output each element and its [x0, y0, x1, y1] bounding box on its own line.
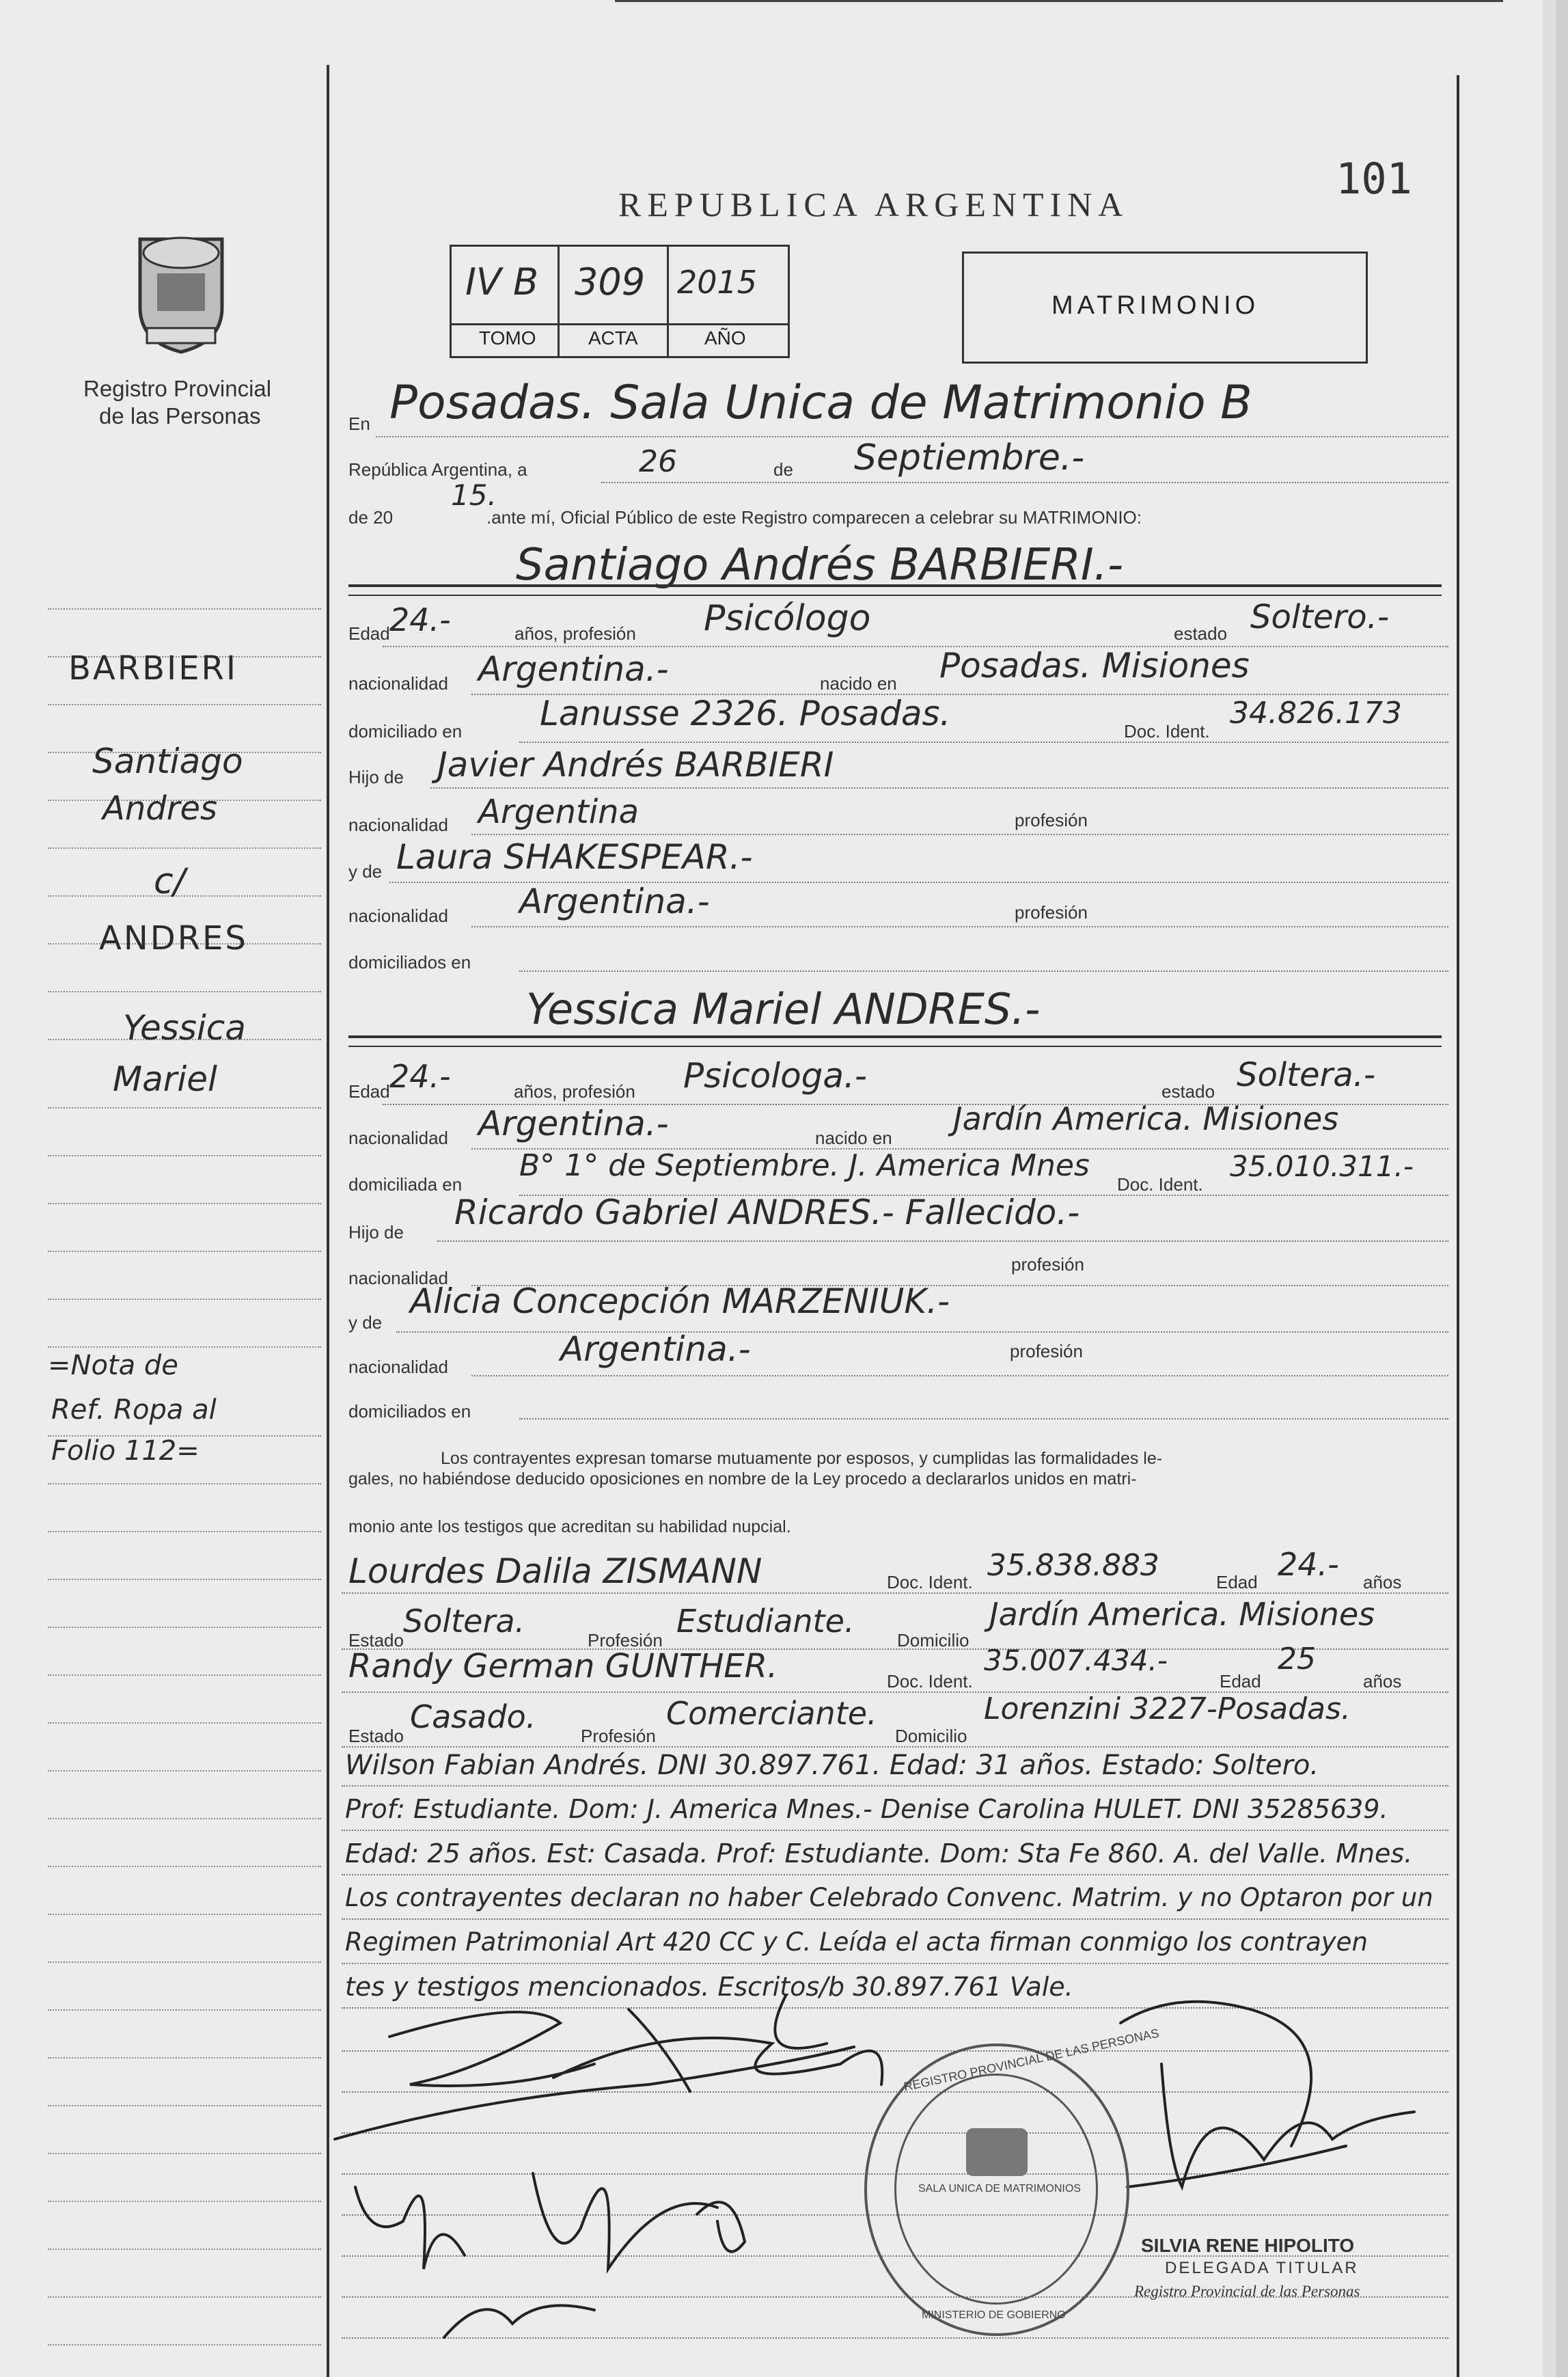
note-line-4: Los contrayentes declaran no haber Celebrado Convenc. Matrim. y no Optaron por un: [345, 1883, 1433, 1912]
margin-ref1: =Nota de: [48, 1350, 178, 1381]
groom-nac-madre-label: nacionalidad: [348, 906, 449, 926]
groom-nacionalidad: Argentina.-: [478, 649, 669, 689]
official-seal-bottom-text: MINISTERIO DE GOBIERNO: [922, 2309, 1066, 2321]
witness1-doc-label: Doc. Ident.: [887, 1572, 973, 1592]
witness2-doc: 35.007.434.-: [984, 1644, 1168, 1677]
groom-hijo-label: Hijo de: [348, 767, 404, 787]
groom-nacionalidad-label: nacionalidad: [348, 673, 449, 694]
margin-rule: [48, 1531, 321, 1532]
right-border-line: [1457, 75, 1459, 2377]
note-line-5: Regimen Patrimonial Art 420 CC y C. Leída el acta firman conmigo los contrayen: [345, 1927, 1368, 1957]
doc-type-box: [962, 252, 1368, 364]
note-line-2: Prof: Estudiante. Dom: J. America Mnes.- Denise Carolina HULET. DNI 35285639.: [345, 1794, 1388, 1824]
groom-dom-line: [519, 742, 1448, 743]
margin-rule: [48, 1627, 321, 1628]
groom-doc: 34.826.173: [1230, 696, 1402, 731]
witness2-prof-label: Profesión: [581, 1726, 656, 1746]
year-suffix: 15.: [451, 478, 497, 512]
witness2-doc-label: Doc. Ident.: [887, 1671, 973, 1692]
bride-domicilio: B° 1° de Septiembre. J. America Mnes: [519, 1148, 1090, 1183]
acta-label: ACTA: [588, 327, 638, 349]
bride-nac-madre-line: [471, 1375, 1448, 1376]
margin-rule: [48, 2009, 321, 2011]
bride-prof-padre-label: profesión: [1011, 1254, 1084, 1275]
margin-rule: [48, 1770, 321, 1771]
bride-name: Yessica Mariel ANDRES.-: [526, 984, 1041, 1034]
note-rule-2: [342, 1830, 1448, 1831]
note-rule-3: [342, 1874, 1448, 1875]
margin-conj: c/: [154, 861, 186, 902]
margin-rule: [48, 1251, 321, 1252]
witness2-anos-label: años: [1363, 1671, 1402, 1692]
margin-rule: [48, 1155, 321, 1156]
de-label: de: [773, 459, 793, 480]
margin-rule: [48, 1914, 321, 1915]
country-title: REPUBLICA ARGENTINA: [618, 185, 1129, 223]
groom-nac-padre: Argentina: [478, 793, 639, 831]
witness2-name: Randy German GUNTHER.: [348, 1647, 778, 1685]
en-label: En: [348, 413, 370, 434]
groom-profesion: Psicólogo: [704, 598, 871, 639]
bride-madre-line: [396, 1331, 1448, 1333]
registry-name-line2: de las Personas: [99, 403, 261, 429]
margin-rule: [48, 1818, 321, 1819]
margin-surname2: ANDRES: [99, 919, 248, 957]
groom-edad-label: Edad: [348, 623, 390, 644]
groom-nac-madre-line: [471, 926, 1448, 927]
witness1-prof-label: Profesión: [588, 1630, 663, 1651]
year-prefix: de 20: [348, 507, 394, 528]
declaration-line1: Los contrayentes expresan tomarse mutuamente por esposos, y cumplidas las formalidades le-: [441, 1449, 1163, 1468]
groom-name-rule-2: [348, 595, 1442, 596]
bride-anos-prof-label: años, profesión: [514, 1081, 635, 1102]
bride-name-rule-2: [348, 1046, 1442, 1047]
bride-domiciliados-line: [519, 1418, 1448, 1420]
bride-nacido-label: nacido en: [815, 1128, 892, 1148]
month-value: Septiembre.-: [854, 437, 1085, 478]
margin-rule: [48, 2344, 321, 2346]
margin-rule: [48, 1346, 321, 1348]
margin-rule: [48, 1674, 321, 1676]
margin-rule: [48, 1579, 321, 1580]
groom-prof-padre-label: profesión: [1015, 810, 1088, 830]
witness1-doc: 35.838.883: [987, 1548, 1159, 1583]
note-rule-5: [342, 1963, 1448, 1964]
margin-given1a: Santiago: [92, 742, 243, 781]
groom-anos-prof-label: años, profesión: [514, 623, 636, 644]
margin-given2a: Yessica: [123, 1008, 246, 1048]
registry-name-line1: Registro Provincial: [83, 376, 272, 401]
declaration-line3: monio ante los testigos que acreditan su habilidad nupcial.: [348, 1517, 791, 1536]
groom-madre: Laura SHAKESPEAR.-: [396, 837, 753, 877]
bride-domiciliados-label: domiciliados en: [348, 1401, 471, 1422]
bride-doc-label: Doc. Ident.: [1117, 1174, 1203, 1195]
bride-nac-madre-label: nacionalidad: [348, 1357, 449, 1377]
groom-nac-padre-line: [471, 834, 1448, 835]
witness2-estado: Casado.: [410, 1698, 536, 1735]
declaration-line2: gales, no habiéndose deducido oposiciones en nombre de la Ley procedo a declararlos unidos en matri-: [348, 1469, 1137, 1489]
bride-nacido: Jardín America. Misiones: [953, 1100, 1339, 1137]
witness2-domicilio: Lorenzini 3227-Posadas.: [984, 1692, 1351, 1726]
margin-ref2: Ref. Ropa al: [51, 1394, 217, 1426]
groom-domiciliados-line: [519, 970, 1448, 972]
bride-nac-madre: Argentina.-: [560, 1329, 751, 1369]
witness1-dom-label: Domicilio: [897, 1630, 969, 1651]
note-line-1: Wilson Fabian Andrés. DNI 30.897.761. Edad: 31 años. Estado: Soltero.: [345, 1750, 1319, 1781]
bride-nacionalidad-label: nacionalidad: [348, 1128, 449, 1148]
official-seal-inner-text: SALA UNICA DE MATRIMONIOS: [918, 2183, 1081, 2195]
witness1-name: Lourdes Dalila ZISMANN: [348, 1551, 762, 1591]
witness1-profesion: Estudiante.: [676, 1603, 855, 1640]
groom-nacido: Posadas. Misiones: [939, 646, 1250, 685]
bride-padre: Ricardo Gabriel ANDRES.- Fallecido.-: [454, 1193, 1080, 1232]
bride-name-rule-1: [348, 1035, 1442, 1038]
margin-rule: [48, 991, 321, 992]
record-number-table: [450, 245, 790, 358]
official-seal: [864, 2026, 1161, 2336]
groom-estado: Soltero.-: [1250, 598, 1390, 636]
acta-value: 309: [575, 260, 646, 303]
page-number: 101: [1336, 154, 1412, 204]
margin-rule: [48, 1483, 321, 1484]
bride-estado: Soltera.-: [1237, 1056, 1376, 1094]
ano-label: AÑO: [704, 327, 746, 349]
official-name: SILVIA RENE HIPOLITO: [1141, 2235, 1355, 2256]
bride-edad: 24.-: [389, 1058, 451, 1095]
margin-rule: [48, 847, 321, 849]
groom-doc-label: Doc. Ident.: [1124, 721, 1210, 742]
margin-rule: [48, 1722, 321, 1724]
groom-nac-madre: Argentina.-: [519, 882, 710, 921]
bride-estado-label: estado: [1161, 1081, 1215, 1102]
witness2-dom-label: Domicilio: [895, 1726, 967, 1746]
groom-nacido-label: nacido en: [820, 673, 897, 694]
bride-prof-madre-label: profesión: [1010, 1341, 1083, 1361]
margin-rule: [48, 2153, 321, 2154]
groom-name-rule-1: [348, 584, 1442, 587]
witness2-estado-label: Estado: [348, 1726, 404, 1746]
margin-rule: [48, 2201, 321, 2202]
margin-given1b: Andres: [102, 789, 217, 828]
margin-given2b: Mariel: [113, 1059, 217, 1099]
margin-ref3: Folio 112=: [51, 1435, 200, 1467]
official-office: Registro Provincial de las Personas: [1134, 2283, 1360, 2300]
bride-nacionalidad: Argentina.-: [478, 1104, 669, 1143]
ano-value: 2015: [677, 264, 758, 301]
bride-hijo-label: Hijo de: [348, 1222, 404, 1242]
bride-domicilio-label: domiciliada en: [348, 1174, 463, 1195]
margin-surname1: BARBIERI: [68, 649, 238, 688]
groom-name: Santiago Andrés BARBIERI.-: [516, 540, 1124, 590]
note-rule-4: [342, 1918, 1448, 1920]
bride-edad-label: Edad: [348, 1081, 390, 1102]
groom-hijo-line: [430, 787, 1448, 789]
place-value: Posadas. Sala Unica de Matrimonio B: [389, 376, 1252, 430]
groom-yde-label: y de: [348, 861, 383, 882]
groom-padre: Javier Andrés BARBIERI: [437, 745, 834, 785]
margin-rule: [48, 2249, 321, 2250]
margin-rule: [48, 704, 321, 705]
groom-domicilio-label: domiciliado en: [348, 721, 463, 742]
note-rule-1: [342, 1785, 1448, 1787]
margin-rule: [48, 1961, 321, 1963]
note-line-3: Edad: 25 años. Est: Casada. Prof: Estudiante. Dom: Sta Fe 860. A. del Valle. Mnes.: [345, 1838, 1413, 1869]
margin-rule: [48, 2105, 321, 2106]
top-edge-line: [615, 0, 1503, 2]
bride-yde-label: y de: [348, 1312, 383, 1333]
groom-domiciliados-label: domiciliados en: [348, 952, 471, 973]
witness2-edad-label: Edad: [1220, 1671, 1261, 1692]
groom-edad-line: [383, 646, 1448, 647]
margin-rule: [48, 2296, 321, 2298]
margin-rule: [48, 1866, 321, 1867]
registry-logo: [126, 226, 236, 355]
groom-estado-label: estado: [1174, 623, 1228, 644]
witness1-estado: Soltera.: [403, 1603, 525, 1640]
republica-label: República Argentina, a: [348, 459, 527, 480]
intro-statement: .ante mí, Oficial Público de este Registro comparecen a celebrar su MATRIMONIO:: [486, 507, 1142, 528]
witness2-profesion: Comerciante.: [666, 1695, 877, 1732]
note-line-6: tes y testigos mencionados. Escritos/b 30.897.761 Vale.: [345, 1972, 1073, 2002]
groom-prof-madre-label: profesión: [1015, 902, 1088, 923]
witness1-edad: 24.-: [1278, 1546, 1339, 1583]
margin-rule: [48, 1107, 321, 1109]
bride-doc: 35.010.311.-: [1230, 1150, 1414, 1183]
day-value: 26: [639, 444, 677, 479]
doc-type-label: MATRIMONIO: [1051, 291, 1260, 320]
date-line: [601, 482, 1448, 483]
groom-edad: 24.-: [389, 601, 451, 638]
margin-rule: [48, 608, 321, 610]
witness1-name-line: [342, 1592, 1448, 1594]
official-seal-crest-icon: [966, 2128, 1028, 2176]
groom-nac-padre-label: nacionalidad: [348, 815, 449, 835]
tomo-value: IV B: [465, 260, 539, 303]
witness1-estado-label: Estado: [348, 1630, 404, 1651]
witness1-anos-label: años: [1363, 1572, 1402, 1592]
bride-profesion: Psicologa.-: [683, 1056, 867, 1096]
tomo-label: TOMO: [479, 327, 536, 349]
official-seal-outer-text: REGISTRO PROVINCIAL DE LAS PERSONAS: [902, 2026, 1161, 2094]
witness2-estado-line: [342, 1746, 1448, 1748]
bride-madre: Alicia Concepción MARZENIUK.-: [410, 1281, 950, 1321]
groom-domicilio: Lanusse 2326. Posadas.: [540, 694, 951, 733]
margin-rule: [48, 1299, 321, 1300]
witness2-edad: 25: [1278, 1642, 1316, 1676]
witness1-edad-label: Edad: [1216, 1572, 1258, 1592]
margin-rule: [48, 1203, 321, 1204]
bride-hijo-line: [437, 1240, 1448, 1242]
bride-nac-padre-label: nacionalidad: [348, 1268, 449, 1288]
witness1-domicilio: Jardín America. Misiones: [989, 1596, 1375, 1633]
official-title: DELEGADA TITULAR: [1165, 2259, 1359, 2277]
margin-rule: [48, 2057, 321, 2059]
